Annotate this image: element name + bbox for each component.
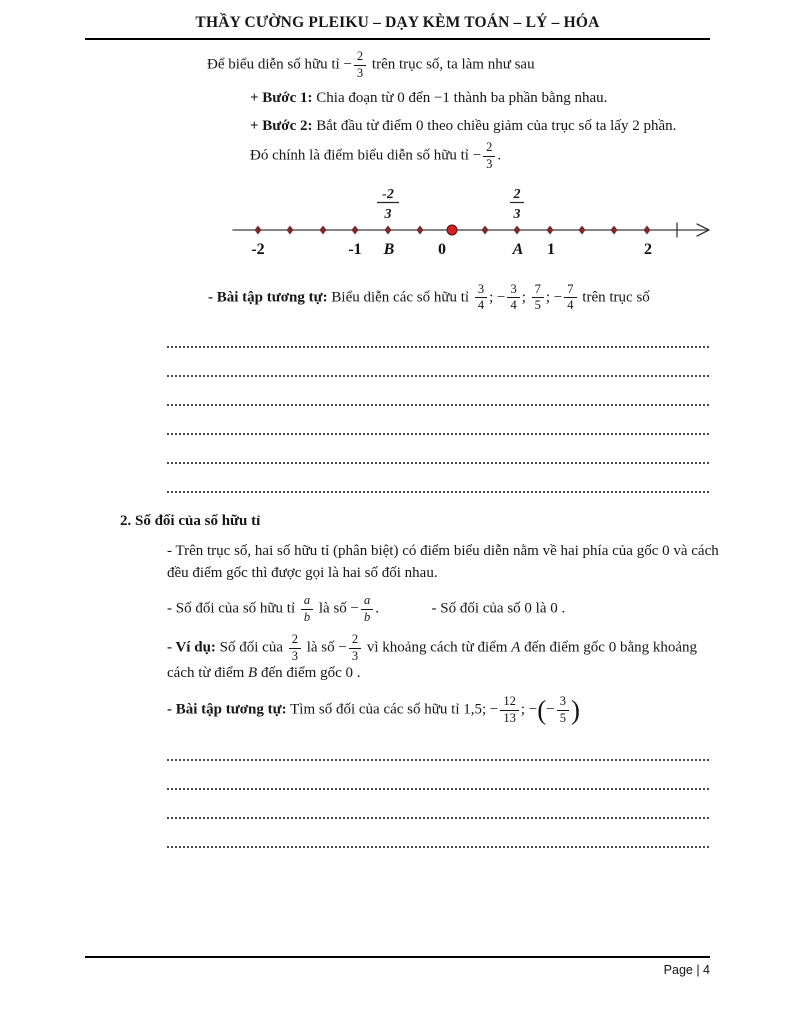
step2-paragraph — [250, 116, 792, 138]
minus-sign: − — [553, 289, 563, 306]
minus-sign: − — [338, 639, 347, 656]
example-mid: là số — [306, 639, 335, 656]
tick-label: 0 — [438, 240, 446, 258]
dotted-line — [167, 406, 709, 435]
svg-text:3: 3 — [513, 206, 521, 222]
period: . — [375, 600, 380, 617]
exercise1-post: trên trục số — [582, 289, 650, 306]
separator: ; — [489, 289, 494, 306]
step2-text: Bắt đầu từ điểm 0 theo chiều giảm của trục số ta lấy 2 phần. — [316, 118, 677, 135]
fraction — [532, 283, 544, 314]
dotted-line — [167, 761, 709, 790]
tick-label: B — [383, 240, 395, 258]
tick-label: 1 — [547, 240, 555, 258]
fraction-numerator: 2 — [289, 633, 301, 649]
minus-sign: − — [472, 147, 482, 164]
conclusion-paragraph — [250, 141, 792, 172]
intro-paragraph — [207, 50, 792, 81]
fraction-numerator: a — [361, 594, 373, 610]
tick-label: -1 — [348, 240, 362, 258]
fraction-denominator: 3 — [486, 156, 493, 171]
example-pre: Số đối của — [219, 639, 283, 656]
fraction-denominator: 3 — [356, 65, 364, 80]
conclusion-period: . — [497, 147, 502, 164]
point-b-label: B — [248, 665, 258, 682]
tick-labels — [251, 241, 652, 258]
dotted-line — [167, 790, 709, 819]
opposite-definition — [167, 594, 792, 625]
highlight-point — [447, 225, 457, 235]
separator: ; — [520, 701, 526, 718]
fraction — [475, 283, 487, 314]
fraction — [500, 695, 519, 726]
fraction — [301, 594, 313, 625]
fraction — [349, 633, 361, 664]
fraction-denominator: 4 — [567, 298, 574, 313]
fraction-denominator: 13 — [503, 710, 516, 725]
fraction-denominator: 3 — [351, 648, 359, 663]
tick-label: A — [512, 240, 524, 258]
answer-lines-1 — [85, 319, 792, 493]
conclusion-text-pre: Đó chính là điểm biểu diễn số hữu tỉ — [250, 147, 469, 164]
intro-text-pre: Để biểu diễn số hữu tỉ — [207, 56, 340, 73]
example-text: đến điểm gốc 0 . — [260, 665, 361, 682]
minus-sign: − — [528, 701, 538, 718]
exercise1-pre: Biểu diễn các số hữu tỉ — [331, 289, 470, 306]
dotted-line — [167, 819, 709, 848]
exercise2-label: - Bài tập tương tự: — [167, 701, 287, 718]
section2-heading: 2. Số đối của số hữu tỉ — [120, 513, 261, 529]
example-text: đến điểm gốc 0 bằng khoảng cách từ điểm — [167, 639, 698, 682]
dotted-line — [167, 348, 709, 377]
fraction-denominator: 3 — [291, 648, 298, 663]
number-line-figure — [221, 178, 792, 271]
fraction-denominator: 5 — [559, 710, 566, 725]
fraction-numerator: 2 — [354, 50, 366, 66]
dotted-line — [167, 319, 709, 348]
answer-lines-2 — [85, 732, 792, 848]
fraction-numerator: 3 — [475, 283, 487, 299]
opposite-pre: - Số đối của số hữu tỉ — [167, 600, 296, 617]
fraction — [507, 283, 519, 314]
step2-label: + Bước 2: — [250, 118, 313, 135]
step1-label: + Bước 1: — [250, 89, 313, 106]
fraction — [483, 141, 495, 172]
exercise1-paragraph — [208, 283, 792, 314]
fraction — [354, 50, 366, 81]
fraction — [289, 633, 301, 664]
separator: ; — [521, 289, 526, 306]
dotted-line — [167, 377, 709, 406]
axis — [233, 223, 709, 237]
point-a-label: A — [511, 639, 521, 656]
minus-sign: − — [546, 701, 555, 718]
fraction-label-right — [510, 187, 524, 222]
fraction-denominator: 4 — [510, 298, 517, 313]
fraction-numerator: 7 — [564, 283, 576, 299]
example-label: - Ví dụ: — [167, 639, 216, 656]
number-line-svg — [221, 178, 721, 266]
fraction-label-left — [377, 187, 399, 222]
zero-opposite-text: - Số đối của số 0 là 0 . — [431, 600, 566, 617]
exercise2-pre: Tìm số đối của các số hữu tỉ 1,5; — [290, 701, 487, 718]
page-number: Page | 4 — [663, 963, 710, 977]
page-footer — [85, 956, 710, 977]
fraction-numerator: 3 — [557, 695, 569, 711]
dotted-line — [167, 435, 709, 464]
minus-sign: − — [489, 701, 499, 718]
minus-sign: − — [350, 600, 360, 617]
separator: ; — [545, 289, 551, 306]
tick-label: -2 — [251, 240, 265, 258]
dotted-line — [167, 732, 709, 761]
svg-text:-2: -2 — [382, 186, 394, 202]
step1-text: Chia đoạn từ 0 đến −1 thành ba phần bằng nhau. — [316, 89, 608, 106]
fraction — [361, 594, 373, 625]
fraction-numerator: 2 — [349, 633, 361, 649]
fraction-numerator: 12 — [500, 695, 519, 711]
exercise2-paragraph — [167, 695, 792, 726]
page-header — [85, 14, 710, 40]
svg-text:2: 2 — [513, 186, 521, 202]
fraction-numerator: 2 — [483, 141, 495, 157]
tick-label: 2 — [644, 240, 652, 258]
example-text: vì khoảng cách từ điểm — [366, 639, 508, 656]
right-paren: ) — [570, 695, 580, 726]
header-title: THẦY CƯỜNG PLEIKU – DẠY KÈM TOÁN – LÝ – HÓA — [195, 14, 600, 31]
fraction-denominator: b — [364, 610, 371, 624]
svg-text:3: 3 — [384, 206, 392, 222]
section2-paragraph1: - Trên trục số, hai số hữu tỉ (phân biệt) có điểm biểu diễn nằm về hai phía của gốc 0 và cách đều điểm gốc thì được gọi là hai số đối nhau. — [167, 542, 719, 581]
fraction-numerator: a — [301, 594, 313, 610]
dotted-line — [167, 464, 709, 493]
fraction-numerator: 7 — [532, 283, 544, 299]
minus-sign: − — [497, 289, 506, 306]
step1-paragraph — [250, 88, 792, 110]
fraction — [564, 283, 576, 314]
left-paren: ( — [537, 695, 547, 726]
example-paragraph — [167, 633, 725, 685]
fraction-denominator: 5 — [534, 298, 541, 313]
fraction-denominator: 4 — [477, 298, 485, 313]
minus-sign: − — [343, 56, 352, 73]
intro-text-post: trên trục số, ta làm như sau — [371, 56, 535, 73]
exercise1-label: - Bài tập tương tự: — [208, 289, 328, 306]
fraction — [557, 695, 569, 726]
opposite-mid: là số — [318, 600, 347, 617]
fraction-denominator: b — [303, 610, 311, 624]
fraction-numerator: 3 — [507, 283, 519, 299]
